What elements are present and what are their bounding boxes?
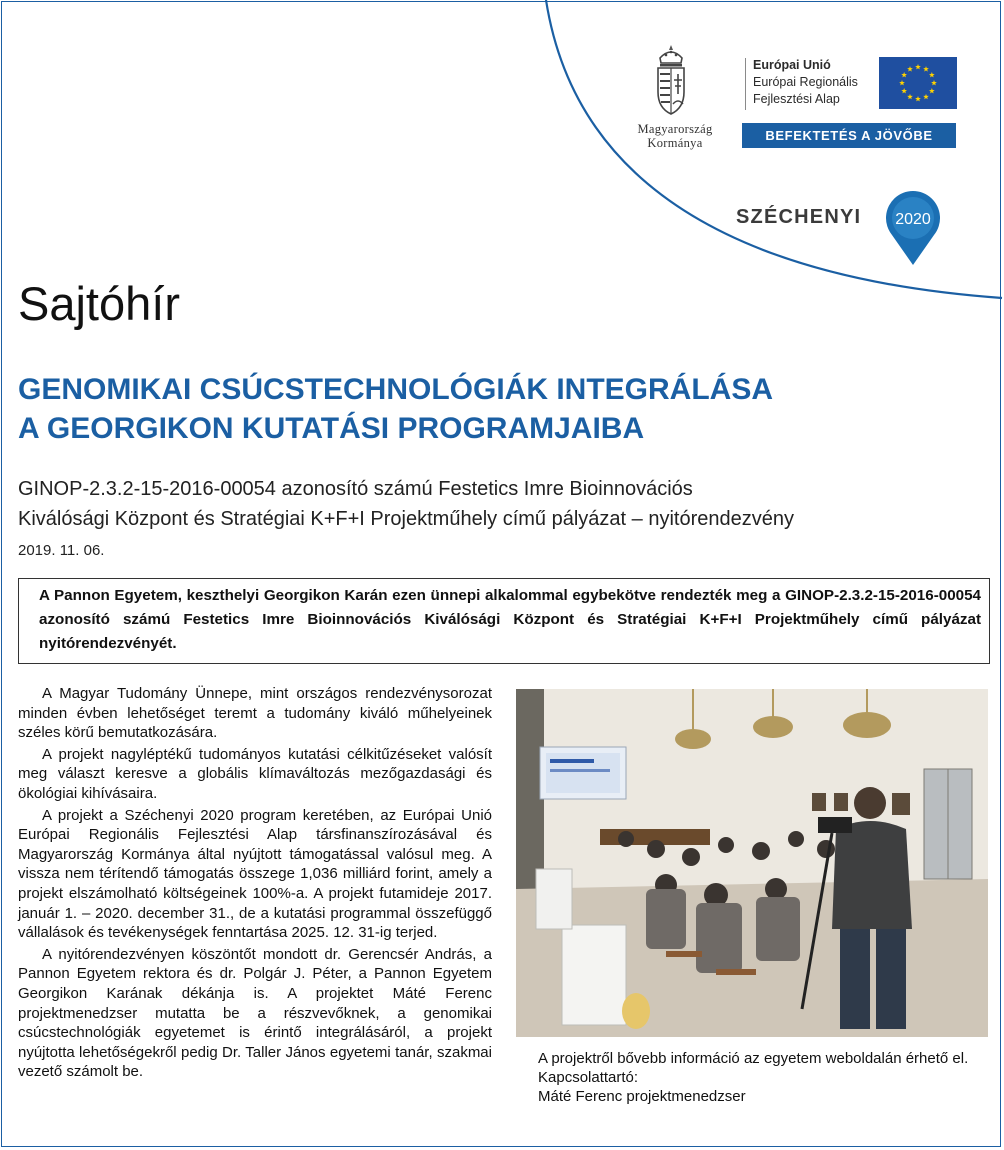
szechenyi-wordmark: SZÉCHENYI: [736, 206, 862, 228]
eu-flag-icon: [879, 57, 957, 109]
invest-in-future-banner: BEFEKTETÉS A JÖVŐBE: [742, 123, 956, 148]
body-column-right: [538, 1049, 990, 1106]
body-paragraph-4: A nyitórendezvényen köszöntőt mondott dr. Gerencsér András, a Pannon Egyetem rektora és dr. Polgár J. Péter, a Pannon Egyetem Georgikon Karának dékánja is. A projektet Máté Ferenc projektmenedzser mutatta be a részvevőknek, a genomikai csúcstechnológiák egyetemet is érintő integrálásáról, a projekt nyújtotta lehetőségekről pedig Dr. Taller János egyetemi tanár, szakmai vezető számolt be.: [18, 945, 492, 1081]
document-title: [18, 370, 773, 448]
event-photo: [516, 689, 988, 1037]
title-line1: GENOMIKAI CSÚCSTECHNOLÓGIÁK INTEGRÁLÁSA: [18, 373, 774, 406]
contact-label: Kapcsolattartó:: [538, 1069, 639, 1086]
eu-line2: Európai Regionális: [753, 75, 858, 89]
subtitle-line2: Kiválósági Központ és Stratégiai K+F+I Projektműhely című pályázat – nyitórendezvény: [18, 508, 794, 530]
lead-paragraph: A Pannon Egyetem, keszthelyi Georgikon Karán ezen ünnepi alkalommal egybekötve rendezték meg a GINOP-2.3.2-15-2016-00054 azonosító számú Festetics Imre Bioinnovációs Kiválósági Központ és Stratégiai K+F+I Projektműhely című pályázat nyitórendezvényét.: [18, 578, 990, 664]
document-subtitle: [18, 474, 794, 534]
title-line2: A GEORGIKON KUTATÁSI PROGRAMJAIBA: [18, 412, 645, 445]
contact-name: Máté Ferenc projektmenedzser: [538, 1088, 746, 1105]
government-name: [612, 122, 738, 150]
body-paragraph-3: A projekt a Széchenyi 2020 program keretében, az Európai Unió Európai Regionális Fejlesztési Alap társfinanszírozásával és Magyarország Kormánya által nyújtott támogatással valósul meg. A vissza nem térítendő támogatás összege 1,036 milliárd forint, amely a projekt elszámolható költségeinek 100%-a. A projekt futamideje 2017. január 1. – 2020. december 31., de a kutatási programmal összefüggő vállalások és tevékenységek fenntartása 2025. 12. 31-ig terjed.: [18, 806, 492, 942]
subtitle-line1: GINOP-2.3.2-15-2016-00054 azonosító számú Festetics Imre Bioinnovációs: [18, 478, 693, 500]
eu-fund-text: [753, 57, 858, 108]
eu-line1: Európai Unió: [753, 58, 831, 72]
eu-divider: [745, 58, 746, 110]
body-paragraph-2: A projekt nagyléptékű tudományos kutatási célkitűzéseket valósít meg választ keresve a globális klímaváltozás mezőgazdasági és ökológiai kihívásaira.: [18, 745, 492, 802]
header-arc-decoration: [0, 0, 1004, 310]
szechenyi-map-pin-icon: [880, 191, 946, 267]
body-paragraph-1: A Magyar Tudomány Ünnepe, mint országos rendezvénysorozat minden évben lehetőséget teremt a tudomány kiváló műhelyeinek széles körű bemutatkozására.: [18, 685, 492, 742]
government-name-line1: Magyarország: [637, 122, 713, 136]
document-date: 2019. 11. 06.: [18, 542, 105, 559]
more-info-text: A projektről bővebb információ az egyetem weboldalán érhető el.: [538, 1050, 969, 1067]
eu-line3: Fejlesztési Alap: [753, 92, 840, 106]
szechenyi-year: 2020: [895, 211, 931, 228]
hungarian-coat-of-arms-icon: [654, 44, 688, 116]
government-name-line2: Kormánya: [647, 136, 703, 150]
body-column-left: [18, 684, 492, 1084]
document-kicker: Sajtóhír: [18, 277, 180, 330]
